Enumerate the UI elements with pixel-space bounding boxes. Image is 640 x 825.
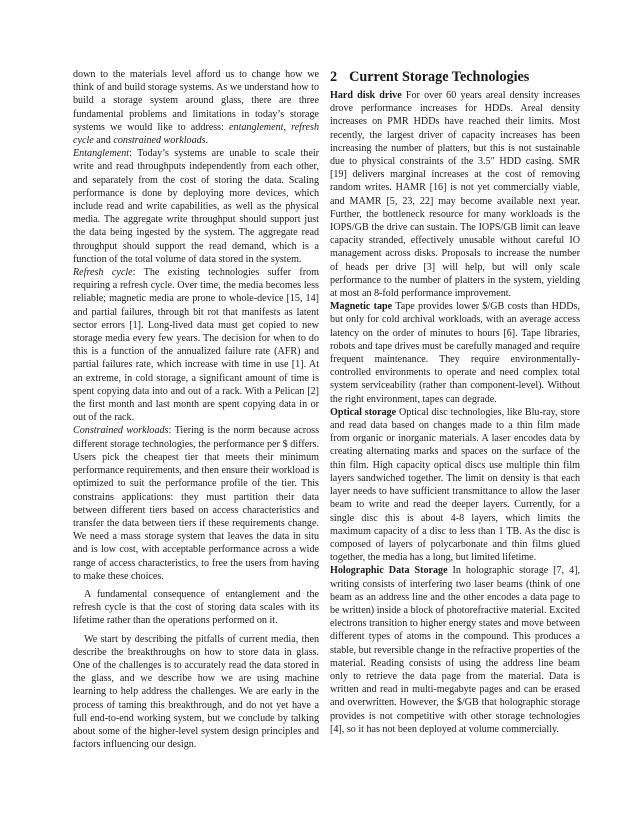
consequence-paragraph: A fundamental consequence of entanglement and the refresh cycle is that the cost of storing data scales with its lifetime rather than the operations performed on it. [73, 588, 319, 627]
entanglement-text: : Today’s systems are unable to scale their write and read throughputs independently from each other, and separately from the cost of storing the data. Scaling performance is done by deploying more devices, which include read and write capabilities, as well as the physical media. The aggregate write throughput should support just the data being ingested by the system. The aggregate read throughput should support the read demand, which is a function of the total volume of data stored in the system. [73, 148, 319, 265]
optical-paragraph [330, 406, 580, 564]
optical-text: Optical disc technologies, like Blu-ray, store and read data based on changes made to a thin film made from organic or inorganic materials. A laser encodes data by creating alternating marks and spaces on the surface of the thin film. High capacity optical discs use multiple thin film layers sandwiched together. The limit on density is that each layer needs to have sufficient transmittance to allow the laser beam to write and read the deeper layers. Currently, for a single disc this is about 4-8 layers, which limits the maximum capacity of a disc to less than 1 TB. As the disc is composed of layers of polycarbonate and thin films glued together, the media has a long, but limited lifetime. [330, 406, 580, 564]
constrained-workloads-paragraph [73, 424, 319, 582]
term-constrained-workloads: constrained workloads [113, 135, 206, 147]
tape-paragraph [330, 300, 580, 406]
refresh-cycle-text: : The existing technologies suffer from requiring a refresh cycle. Over time, the media becomes less reliable; magnetic media are prone to whole-device [15, 14] and partial failures, through bit rot that manifests as latent sector errors [1]. Long-lived data must get copied to new storage media every few years. The decision for when to do this is a function of the annualized failure rate (AFR) and partial failures rate, which increase with time in use [1]. At an extreme, in cold storage, a significant amount of time is spent copying data into and out of a rack. With a Pelican [2] the first month and last month are spent copying data in or out of the rack. [73, 267, 319, 424]
holographic-text: In holographic storage [7, 4], writing consists of interfering two laser beams (think of one beam as an address line and the other encodes a data page to be written) inside a block of photorefractive material. Excited electrons transition to higher energy states and move between different types of atoms in the compound. This produces a stable, but reversible change in the refractive properties of the material. Reading consists of using the address line beam only to retrieve the data page from the material. Data is written and read in multi-megabyte pages and can be erased and overwritten. However, the $/GB that holographic storage provides is not competitive with other storage technologies [4], so it has not been deployed at volume commercially. [330, 565, 581, 735]
tape-text: Tape provides lower $/GB costs than HDDs, but only for cold archival workloads, with an average access latency on the order of minutes to hours [6]. Tape libraries, robots and tape drives must be carefully managed and require frequent maintenance. They require environmentally-controlled environments to operate and need complex total system serviceability (rather than component-level). Without the right environment, tapes can degrade. [330, 301, 580, 405]
holographic-heading: Holographic Data Storage [330, 565, 448, 577]
left-column [73, 68, 319, 751]
refresh-cycle-label: Refresh cycle [73, 267, 133, 279]
right-column [330, 68, 580, 736]
hdd-text: For over 60 years areal density increases drove performance increases for HDDs. Areal density increases on PMR HDDs have reached their limits. Most recently, the largest driver of capacity increases has been increasing the number of platters, but this is not sustainable due to physical constraints of the 3.5″ HDD casing. SMR [19] delivers marginal increases at the cost of removing random writes. HAMR [16] is not yet commercially viable, and MAMR [5, 23, 22] may become available next year. Further, the bottleneck resource for many workloads is the IOPS/GB the drive can sustain. The IOPS/GB limit can leave capacity stranded, effectively unusable without careful IO management across disks. Proposals to increase the number of heads per drive [3] will help, but will only scale performance to the number of platters in the system, yielding at most an 8-fold performance improvement. [330, 90, 580, 300]
constrained-workloads-label: Constrained workloads [73, 425, 169, 437]
refresh-cycle-paragraph [73, 266, 319, 424]
hdd-heading: Hard disk drive [330, 90, 402, 101]
hdd-paragraph [330, 89, 580, 300]
separator-text: and [93, 135, 114, 147]
outline-paragraph: We start by describing the pitfalls of current media, then describe the breakthroughs on how to store data in glass. One of the challenges is to accurately read the data stored in the glass, and we describe how we are using machine learning to help address the challenges. We are early in the process of taming this breakthrough, and do not yet have a full end-to-end working system, but we conclude by talking about some of the higher-level system design principles and factors influencing our design. [73, 633, 319, 751]
intro-text: down to the materials level afford us to change how we think of and build storage systems. As we understand how to build a storage system around glass, there are three fundamental problems and limitations in today’s storage systems we would like to address: [73, 69, 319, 133]
section-heading [330, 68, 580, 86]
term-refresh-cycle: refresh cycle [73, 121, 319, 147]
optical-heading: Optical storage [330, 406, 397, 418]
term-entanglement: entanglement [229, 121, 284, 133]
intro-continuation-paragraph [73, 68, 319, 147]
entanglement-paragraph [73, 147, 319, 266]
section-title: Current Storage Technologies [349, 69, 530, 85]
constrained-workloads-text: : Tiering is the norm because across different storage technologies, the performance per $ differs. Users pick the cheapest tier that meets their minimum performance requirements, and then ensure their workload is optimized to suit the performance profile of the tier. This constrains applications: they must partition their data between different tiers based on access characteristics and transfer the data between tiers if these requirements change. We need a mass storage system that leaves the data in situ and is low cost, with acceptable performance across a wide range of access characteristics, to free the users from having to make these choices. [73, 425, 320, 582]
entanglement-label: Entanglement [73, 148, 130, 160]
separator-text: . [205, 135, 209, 147]
holographic-paragraph [330, 564, 580, 736]
separator-text: , [283, 121, 292, 133]
tape-heading: Magnetic tape [330, 301, 393, 313]
section-number: 2 [330, 69, 338, 85]
